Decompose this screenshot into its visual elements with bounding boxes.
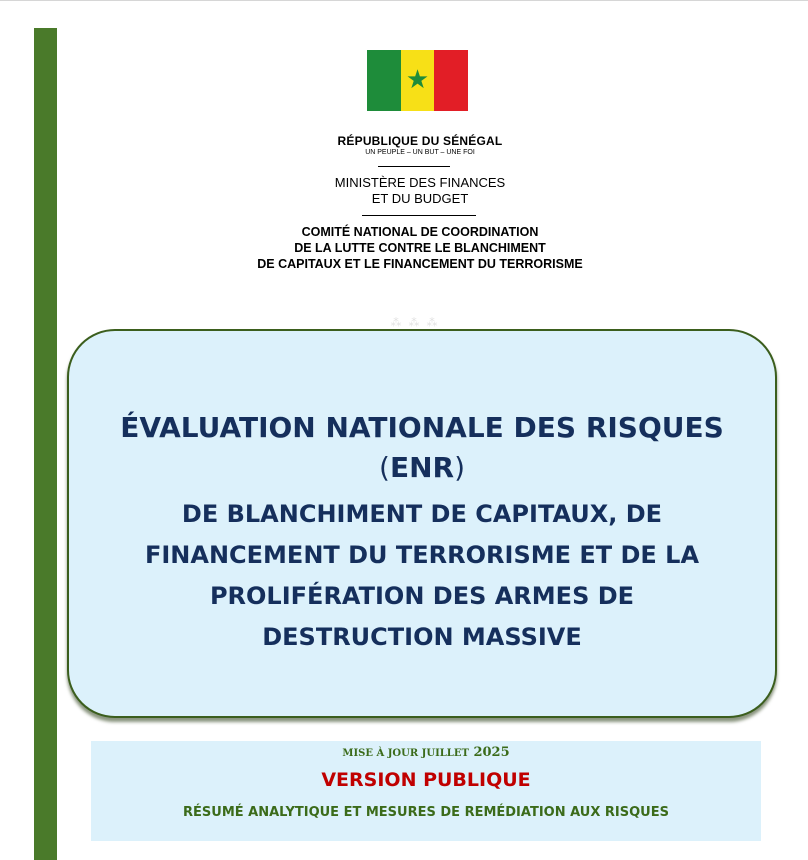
faint-watermark: ⁂ ⁂ ⁂: [390, 317, 440, 329]
document-subtitle: [69, 494, 775, 658]
republic-heading: RÉPUBLIQUE DU SÉNÉGAL: [337, 134, 503, 148]
acronym-close-paren: ): [454, 451, 465, 484]
update-date: [91, 745, 761, 760]
version-label: VERSION PUBLIQUE: [321, 769, 531, 791]
header-divider: [378, 166, 450, 167]
update-prefix: MISE À JOUR JUILLET: [342, 748, 469, 759]
subtitle-line-3: PROLIFÉRATION DES ARMES DE: [209, 582, 635, 610]
committee-line-2: DE LA LUTTE CONTRE LE BLANCHIMENT: [294, 241, 546, 255]
committee-line-3: DE CAPITAUX ET LE FINANCEMENT DU TERRORISME: [257, 257, 583, 271]
update-year: 2025: [473, 745, 510, 760]
summary-label: RÉSUMÉ ANALYTIQUE ET MESURES DE REMÉDIATION AUX RISQUES: [183, 805, 669, 820]
national-motto: UN PEUPLE – UN BUT – UNE FOI: [365, 149, 475, 156]
acronym-open-paren: (: [379, 451, 390, 484]
subtitle-line-2: FINANCEMENT DU TERRORISME ET DE LA: [144, 541, 700, 569]
ministry-line-2: ET DU BUDGET: [371, 191, 469, 206]
version-panel: [91, 741, 761, 841]
top-divider: [0, 0, 808, 1]
ministry-line-1: MINISTÈRE DES FINANCES: [334, 175, 506, 190]
subtitle-line-1: DE BLANCHIMENT DE CAPITAUX, DE: [181, 500, 663, 528]
title-panel: [67, 329, 777, 718]
senegal-flag-icon: [367, 50, 468, 111]
document-acronym: [69, 451, 775, 484]
header-divider: [362, 215, 476, 216]
document-title: ÉVALUATION NATIONALE DES RISQUES: [120, 411, 724, 444]
subtitle-line-4: DESTRUCTION MASSIVE: [262, 623, 582, 651]
committee-line-1: COMITÉ NATIONAL DE COORDINATION: [301, 225, 539, 239]
committee-name: [160, 224, 680, 272]
acronym-text: ENR: [389, 451, 455, 484]
side-accent-bar: [34, 28, 57, 860]
flag-star-icon: ★: [405, 65, 430, 95]
